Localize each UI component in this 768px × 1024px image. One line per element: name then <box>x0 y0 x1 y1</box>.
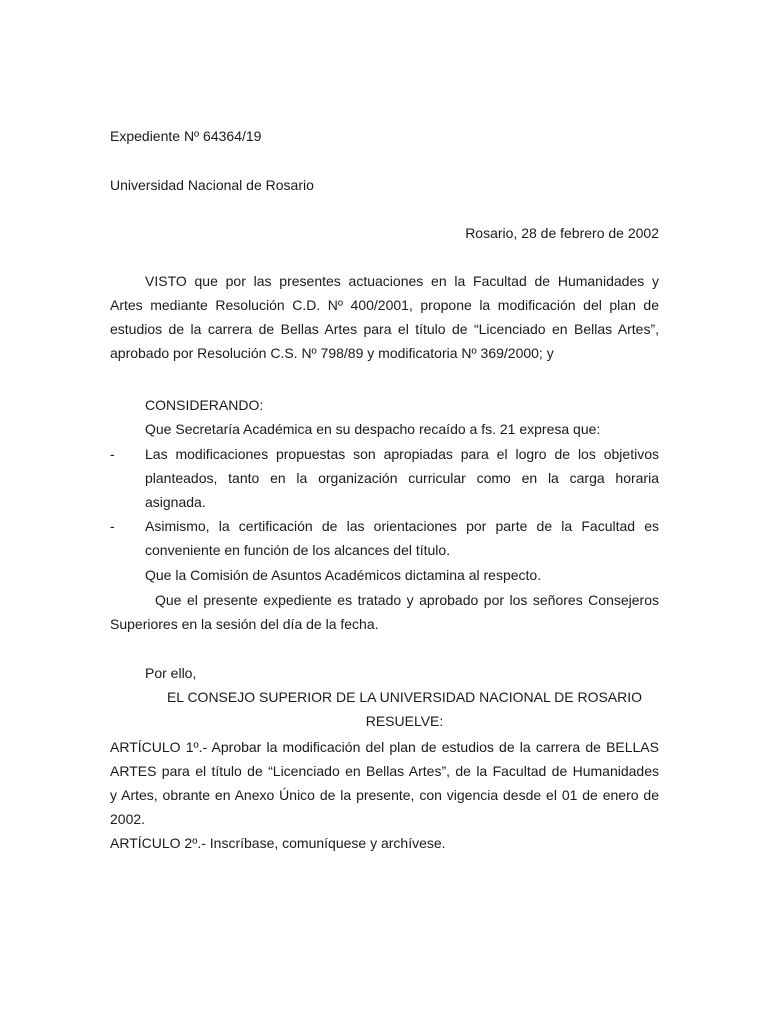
comision-line: Que la Comisión de Asuntos Académicos dictamina al respecto. <box>145 567 542 583</box>
articulo1-line-1: ARTÍCULO 1º.- Aprobar la modificación del plan de estudios de la carrera de BELLAS <box>110 739 659 755</box>
institution-name: Universidad Nacional de Rosario <box>110 177 314 193</box>
tratado-line-1: Que el presente expediente es tratado y aprobado por los señores Consejeros <box>155 592 659 608</box>
bullet1-line-2: planteados, tanto en la organización curricular como en la carga horaria <box>145 470 659 486</box>
bullet2-line-1: Asimismo, la certificación de las orientaciones por parte de la Facultad es <box>145 518 659 534</box>
visto-line-2: Artes mediante Resolución C.D. Nº 400/2001, propone la modificación del plan de <box>110 297 659 313</box>
tratado-line-2: Superiores en la sesión del día de la fecha. <box>110 616 379 632</box>
visto-line-1: VISTO que por las presentes actuaciones en la Facultad de Humanidades y <box>145 273 659 289</box>
visto-line-3: estudios de la carrera de Bellas Artes para el título de “Licenciado en Bellas Artes”, <box>110 321 659 337</box>
articulo1-line-4: 2002. <box>110 811 146 827</box>
bullet-marker-1: - <box>110 446 115 462</box>
bullet1-line-1: Las modificaciones propuestas son apropiadas para el logro de los objetivos <box>145 446 659 462</box>
articulo1-line-3: y Artes, obrante en Anexo Único de la presente, con vigencia desde el 01 de enero de <box>110 787 659 803</box>
bullet-marker-2: - <box>110 518 115 534</box>
resuelve-heading: RESUELVE: <box>365 713 444 729</box>
place-date: Rosario, 28 de febrero de 2002 <box>465 225 659 241</box>
considerando-intro: Que Secretaría Académica en su despacho recaído a fs. 21 expresa que: <box>145 421 601 437</box>
visto-line-4: aprobado por Resolución C.S. Nº 798/89 y modificatoria Nº 369/2000; y <box>110 345 554 361</box>
por-ello: Por ello, <box>145 665 197 681</box>
expediente-number: Expediente Nº 64364/19 <box>110 128 262 144</box>
articulo2-line: ARTÍCULO 2º.- Inscríbase, comuníquese y archívese. <box>110 835 446 851</box>
bullet1-line-3: asignada. <box>145 494 206 510</box>
consejo-heading: EL CONSEJO SUPERIOR DE LA UNIVERSIDAD NACIONAL DE ROSARIO <box>166 689 643 705</box>
bullet2-line-2: conveniente en función de los alcances del título. <box>145 542 451 558</box>
articulo1-line-2: ARTES para el título de “Licenciado en Bellas Artes”, de la Facultad de Humanidades <box>110 763 659 779</box>
considerando-heading: CONSIDERANDO: <box>145 397 264 413</box>
